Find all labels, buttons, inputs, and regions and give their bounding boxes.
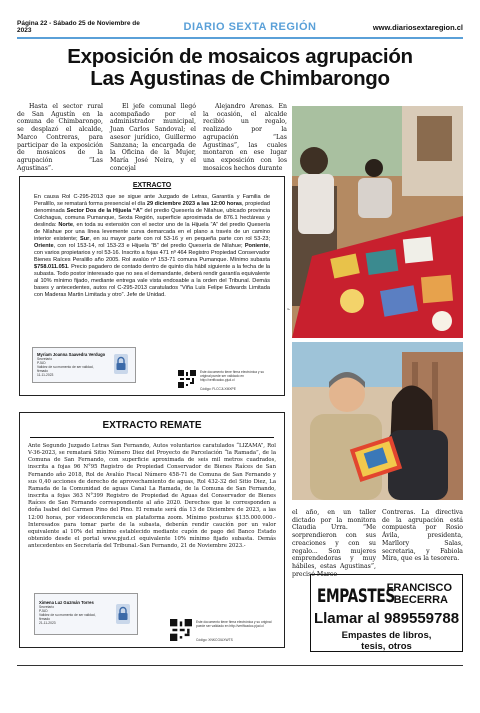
remate-signature-block xyxy=(34,593,138,635)
extracto-emphasis: 29 diciembre 2023 a las 12:00 horas xyxy=(146,201,242,207)
extracto-text: , con rol 153-14, rol 153-23 e Hijuela “B” del predio Quesería de Nilahue; xyxy=(53,243,245,249)
signer-note: Validez de su momento de ser validad, firmado xyxy=(39,613,96,621)
remate-title: EXTRACTO REMATE xyxy=(102,420,202,431)
extracto-text: , en toda su extensión con el sector uno de la Hijuela “A” del predio Quesería de Nilahue por una línea levemente curva demarcada en el plano a través de un camino interior existente; xyxy=(34,222,270,242)
header-divider xyxy=(17,37,463,39)
extracto-emphasis: Sector Dos de la Hijuela “A” xyxy=(66,208,143,214)
qr-validation-text: Este documento tiene firma electrónica y su original puede ser validado en http://verificadoc.pjud.cl xyxy=(200,370,264,383)
extracto-text: , propiedad denominada xyxy=(34,201,270,214)
signer-role: Secretario xyxy=(39,605,55,609)
extracto-text: En causa Rol C-295-2013 que se sigue ante Juzgado de Letras, Garantía y Familia de Peralillo, se rematará forma presencial el día xyxy=(34,194,270,207)
lock-seal-icon xyxy=(115,604,131,624)
qr-validation-code: Código: XNKCGIUXWTS xyxy=(196,638,233,642)
photo-mosaic-exhibition xyxy=(292,106,463,338)
remate-title-divider xyxy=(30,437,274,438)
extracto-signature-block xyxy=(32,347,136,383)
signer-note: Validez de su momento de ser validad, firmado xyxy=(37,365,94,373)
photo-mayor-with-gift xyxy=(292,342,463,500)
ad-name-last: BECERRA xyxy=(393,594,448,606)
page-header xyxy=(17,18,463,36)
lock-seal-icon xyxy=(113,354,129,374)
extracto-text: . Precio pagadero de contado dentro de quinto día hábil siguiente a la fecha de la subasta. Todo postor interesado que no sea el demandante, deberá rendir garantía equivalente al 10% mínimo fijado, mediante entrega vale vista endosable a la orden del Tribunal. Demás bases y antecedentes, autos rol C-295-2013 caratulados “Viña Luis Felipe Edwards Limitada con Maderas Martin Limitada y otro”. Jefe de Unidad. xyxy=(34,264,270,298)
ad-phone[interactable]: Llamar al 989559788 xyxy=(313,610,460,627)
signer-date: 11-11-2023 xyxy=(37,373,54,377)
headline-line-1: Exposición de mosaicos agrupación xyxy=(67,45,413,68)
page-info: Página 22 - Sábado 25 de Noviembre de 2023 xyxy=(17,20,140,34)
signer-org: PJUD xyxy=(39,609,48,613)
extracto-emphasis: Poniente xyxy=(244,243,269,249)
remate-body: Ante Segundo Juzgado Letras San Fernando, Autos voluntarios caratulados “LIZAMA”, Rol V-36-2023, se rematará Sitio Número Diez del Proyecto de Parcelación “la Ramada”, de la Comuna de San Fernando, con superficie aproximada de seis mil metros cuadrados, inscrita a fojas 96 N°95 Registro de Propiedad Conservador de Bienes Raíces de San Fernando año 2018, Rol de Avalúo Fiscal Número 458-71 de Comuna de San Fernando y sus 0,40 acciones de derecho de aprovechamiento de aguas, Rol 432-32 del Sitio Diez, La Ramada de la Comunidad de aguas Canal La Ramada, de la Comuna de San Fernando, inscrita a fojas 363 N°399 Registro de Propiedad de Aguas del Conservador de Bienes Raíces de San Fernando correspondiente al año 2020. Derechos que le corresponden a doña Isabel del Carmen Pino del Pino. El remate será día 13 de Diciembre de 2023, a las 12:00 horas, por videoconferencia en plataforma zoom. Mínimo posturas $135.000.000.- Interesados para tomar parte de la subasta, deberán rendir caución por un valor equivalente al 10% del mínimo establecido mediante cupón de pago del Banco Estado obtenido desde el portal www.pjud.cl equivalente 10% mínimo fijado subasta. Demás antecedentes en Secretaría del Tribunal.-San Fernando, 21 de Noviembre 2023.- xyxy=(28,443,276,550)
website-link[interactable]: www.diariosextaregion.cl xyxy=(372,22,463,32)
signer-org: PJUD xyxy=(37,361,46,365)
empastes-advertisement xyxy=(310,574,463,652)
extracto-body xyxy=(20,189,284,299)
qr-code-icon xyxy=(178,370,196,388)
article-column-2: El jefe comunal llegó acompañado por el administrador municipal, Juan Carlos Sandoval; el asesor jurídico, Guillermo Sanzana; la encargada de la Oficina de la Mujer, María José Neira, y el concejal xyxy=(110,103,196,172)
extracto-text: , en su mayor parte con rol 53-16 y en pequeña parte con rol 53-23; xyxy=(89,236,270,242)
signer-name: Ximena Luz Guzmán Torres xyxy=(39,600,94,605)
signer-name: Myriam Joanna Saavedra Verdugo xyxy=(37,352,106,357)
ad-headline: EMPASTES xyxy=(317,585,395,607)
remate-notice xyxy=(19,412,285,648)
article-column-5: Contreras. La directiva de la agrupación está compuesta por Rosio Ávila, presidenta, Marllory Salas, secretaria, y Fabiola Mira, que es la tesorera. xyxy=(382,509,463,563)
qr-validation-code: Código: FLCCJLXMXPE xyxy=(200,387,236,391)
article-column-3: Alejandro Arenas. En la ocasión, el alcalde recibió un regalo, realizado por la agrupación “Las Agustinas”, las cuales montaron en ese lugar una exposición con los mosaicos hechos durante xyxy=(203,103,287,172)
ad-service-line-2: tesis, otros xyxy=(361,641,412,652)
ad-service-line-1: Empastes de libros, xyxy=(341,630,432,641)
qr-code-icon xyxy=(170,619,192,641)
photo-credit: F xyxy=(287,307,291,310)
extracto-title: EXTRACTO xyxy=(132,182,172,189)
signer-role: Secretario xyxy=(37,357,53,361)
extracto-emphasis: Sur xyxy=(79,236,90,242)
qr-validation-text: Este documento tiene firma electrónica y su original puede ser validado en http://verificadoc.pjud.cl xyxy=(196,620,272,629)
masthead: DIARIO SEXTA REGIÓN xyxy=(183,21,317,33)
extracto-emphasis: Oriente xyxy=(34,243,54,249)
extracto-text: , con varios propietarios y rol 53-16. Inscrito a fojas 471 nº 464 Registro Propiedad Conservador Bienes Raíces Peralillo año 2005. Rol avalúo nº 153-71 comuna Pumanque. Mínimo subasta xyxy=(34,243,270,263)
article-column-1: Hasta el sector rural de San Agustín en la comuna de Chimbarongo, se desplazó el alcalde, Marco Contreras, para participar de la exposición de mosaicos de la agrupación “Las Agustinas”. xyxy=(17,103,103,172)
extracto-emphasis: Norte xyxy=(58,222,73,228)
article-column-4: el año, en un taller dictado por la monitora Claudia Urra. “Me sorprendieron con sus creaciones y con su regalo... Son mujeres emprendedoras y muy hábiles, estas Agustinas”, precisó Marco xyxy=(292,509,376,578)
extracto-emphasis: $758.011.051 xyxy=(34,264,68,270)
extracto-notice xyxy=(19,176,285,396)
ad-name-first: FRANCISCO xyxy=(386,582,452,594)
headline xyxy=(17,46,463,90)
page-bottom-rule xyxy=(17,665,463,666)
signer-date: 21-11-2023 xyxy=(39,621,56,625)
extracto-text: del predio Quesería de Nilahue, ubicado provincia Colchagua, comuna Pumanque, Sexta Región, superficie aproximada de 876.1 hectáreas y deslinda: xyxy=(34,208,270,228)
headline-line-2: Las Agustinas de Chimbarongo xyxy=(90,67,390,90)
